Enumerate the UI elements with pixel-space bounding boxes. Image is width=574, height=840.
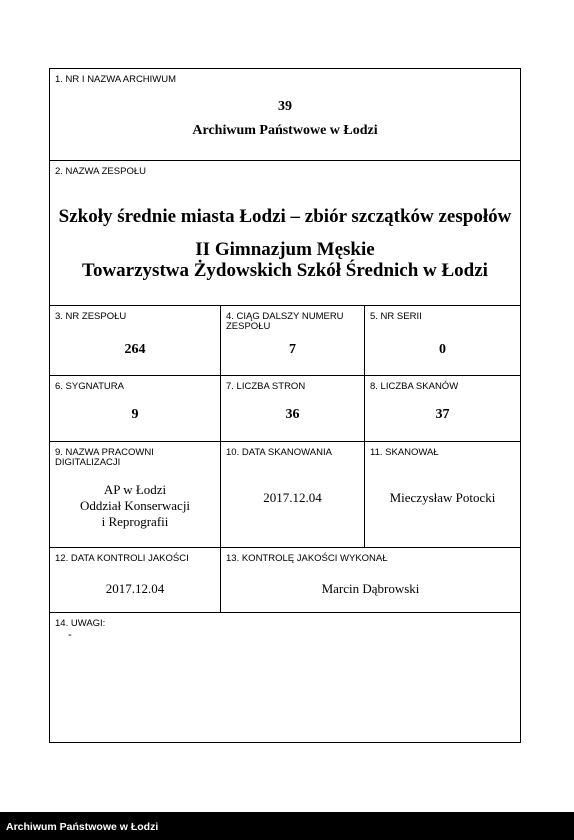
qc-by-value: Marcin Dąbrowski: [321, 581, 420, 596]
qc-date-label: 12. DATA KONTROLI JAKOŚCI: [55, 553, 189, 564]
digitization-row: [50, 442, 520, 548]
archive-cell: [50, 69, 520, 160]
series-number-cell: [364, 306, 520, 375]
fonds-number-cont-cell: [220, 306, 364, 375]
fonds-number-cell: [50, 306, 220, 375]
fonds-name-line3: Towarzystwa Żydowskich Szkół Średnich w Łodzi: [82, 260, 488, 281]
archive-name: Archiwum Państwowe w Łodzi: [192, 123, 378, 138]
signature-value: 9: [131, 407, 139, 422]
numbers-row: [50, 306, 520, 376]
scanned-by-value: Mieczysław Potocki: [389, 490, 496, 505]
remarks-cell: [50, 613, 520, 742]
series-number-label: 5. NR SERII: [370, 311, 422, 322]
scan-count-label: 8. LICZBA SKANÓW: [370, 381, 459, 392]
scan-count-cell: [364, 376, 520, 441]
page-count-value: 36: [285, 407, 300, 422]
archive-row: [50, 69, 520, 161]
scanned-by-cell: [364, 442, 520, 547]
lab-name-label: 9. NAZWA PRACOWNI DIGITALIZACJI: [55, 447, 154, 468]
lab-name-line2: Oddział Konserwacji: [79, 498, 191, 513]
fonds-name-label: 2. NAZWA ZESPOŁU: [55, 166, 146, 177]
signature-label: 6. SYGNATURA: [55, 381, 124, 392]
fonds-name-row: [50, 161, 520, 306]
scan-date-label: 10. DATA SKANOWANIA: [226, 447, 332, 458]
qc-by-cell: [220, 548, 520, 612]
series-number-value: 0: [439, 342, 446, 357]
signature-cell: [50, 376, 220, 441]
fonds-number-cont-value: 7: [289, 342, 296, 357]
counts-row: [50, 376, 520, 442]
page-count-label: 7. LICZBA STRON: [226, 381, 306, 392]
lab-name-cell: [50, 442, 220, 547]
qc-date-cell: [50, 548, 220, 612]
fonds-number-cont-label: 4. CIĄG DALSZY NUMERU ZESPOŁU: [226, 311, 344, 332]
fonds-name-cell: [50, 161, 520, 305]
footer-text: Archiwum Państwowe w Łodzi: [6, 821, 159, 833]
fonds-number-value: 264: [124, 342, 146, 357]
remarks-row: [50, 613, 520, 742]
scan-count-value: 37: [435, 407, 450, 422]
qc-by-label: 13. KONTROLĘ JAKOŚCI WYKONAŁ: [226, 553, 388, 564]
fonds-name-line2: II Gimnazjum Męskie: [195, 239, 375, 260]
page-count-cell: [220, 376, 364, 441]
remarks-value: -: [68, 629, 72, 641]
fonds-number-label: 3. NR ZESPOŁU: [55, 311, 127, 322]
scan-date-cell: [220, 442, 364, 547]
remarks-label: 14. UWAGI:: [55, 618, 106, 629]
archive-label: 1. NR I NAZWA ARCHIWUM: [55, 74, 177, 85]
lab-name-line1: AP w Łodzi: [103, 482, 167, 497]
metadata-form: [49, 68, 521, 743]
footer-bar: [0, 812, 574, 840]
archive-number: 39: [278, 99, 292, 114]
lab-name-line3: i Reprografii: [101, 514, 169, 529]
scan-date-value: 2017.12.04: [263, 490, 322, 505]
quality-row: [50, 548, 520, 613]
qc-date-value: 2017.12.04: [105, 581, 165, 596]
scanned-by-label: 11. SKANOWAŁ: [370, 447, 439, 458]
fonds-name-line1: Szkoły średnie miasta Łodzi – zbiór szczątków zespołów: [58, 206, 512, 227]
